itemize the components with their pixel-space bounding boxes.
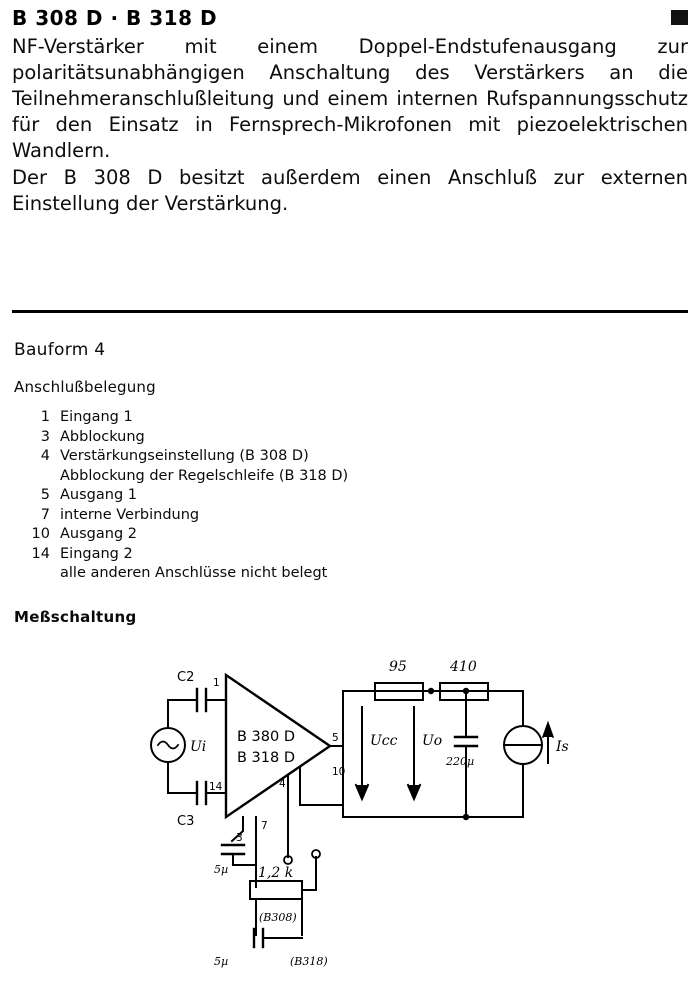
device-name-line-2: B 318 D (237, 750, 296, 766)
label-ui: Ui (190, 739, 207, 755)
list-item (22, 564, 492, 584)
label-r410: 410 (450, 659, 477, 675)
pin-number: 5 (40, 487, 50, 503)
pinout-list (22, 408, 492, 584)
device-name-line-1: B 380 D (237, 729, 296, 745)
label-b308: (B308) (259, 911, 297, 924)
pin-description: alle anderen Anschlüsse nicht belegt (60, 565, 328, 581)
pin-number: 3 (40, 428, 50, 445)
list-item (22, 525, 492, 545)
label-c5u-left: 5µ (214, 863, 229, 876)
label-r95: 95 (389, 659, 407, 675)
pinout-heading: Anschlußbelegung (14, 378, 156, 396)
pin-number: 7 (40, 506, 50, 523)
list-item (22, 467, 492, 487)
pin-description: Abblockung (60, 428, 145, 445)
pin-number: 14 (31, 545, 50, 562)
label-c5u-bottom: 5µ (214, 955, 229, 968)
measurement-circuit-heading: Meßschaltung (14, 608, 137, 626)
label-c3: C3 (177, 814, 195, 829)
label-pin-14: 14 (209, 781, 223, 793)
pin-number: 10 (31, 526, 50, 542)
intro-text (12, 34, 688, 217)
document-header (12, 6, 688, 34)
label-pin-1: 1 (213, 677, 220, 689)
list-item (22, 428, 492, 448)
package-label: Bauform 4 (14, 340, 106, 360)
list-item (22, 408, 492, 428)
label-pin-4: 4 (279, 778, 286, 790)
page-title: B 308 D · B 318 D (12, 6, 218, 30)
label-pin-3: 3 (236, 832, 243, 844)
label-is: Is (556, 739, 569, 755)
label-c2: C2 (177, 670, 195, 685)
measurement-circuit-diagram (0, 645, 700, 975)
pin-description: Eingang 1 (60, 409, 133, 425)
pin-description: interne Verbindung (60, 506, 200, 523)
black-square-icon (671, 10, 688, 25)
list-item (22, 506, 492, 526)
label-pin-7: 7 (261, 820, 268, 832)
pin-description: Eingang 2 (60, 545, 133, 562)
label-ucc: Ucc (370, 733, 398, 749)
label-uo: Uo (422, 733, 443, 749)
list-item (22, 486, 492, 506)
label-r12k: 1,2 k (258, 865, 294, 881)
pin-number: 4 (40, 448, 50, 464)
intro-paragraph-1: NF-Verstärker mit einem Doppel-Endstufenausgang zur polaritätsunabhängigen Anschaltung des Verstärkers an die Teilnehmeranschlußleitung und einem internen Rufspannungsschutz für den Einsatz in Fernsprech-Mikrofonen mit piezoelektrischen Wandlern. (12, 35, 688, 162)
pin-description: Ausgang 1 (60, 487, 137, 503)
label-c220: 220µ (446, 755, 475, 768)
pin-description: Ausgang 2 (60, 526, 137, 542)
pin-number: 1 (40, 409, 50, 425)
label-pin-5: 5 (332, 732, 339, 744)
list-item (22, 447, 492, 467)
horizontal-divider (12, 310, 688, 313)
pin-description: Abblockung der Regelschleife (B 318 D) (60, 467, 349, 484)
list-item (22, 545, 492, 565)
intro-paragraph-2: Der B 308 D besitzt außerdem einen Anschluß zur externen Einstellung der Verstärkung. (12, 166, 688, 215)
label-b318: (B318) (290, 955, 328, 968)
label-pin-10: 10 (332, 766, 346, 778)
pin-description: Verstärkungseinstellung (B 308 D) (60, 448, 309, 464)
